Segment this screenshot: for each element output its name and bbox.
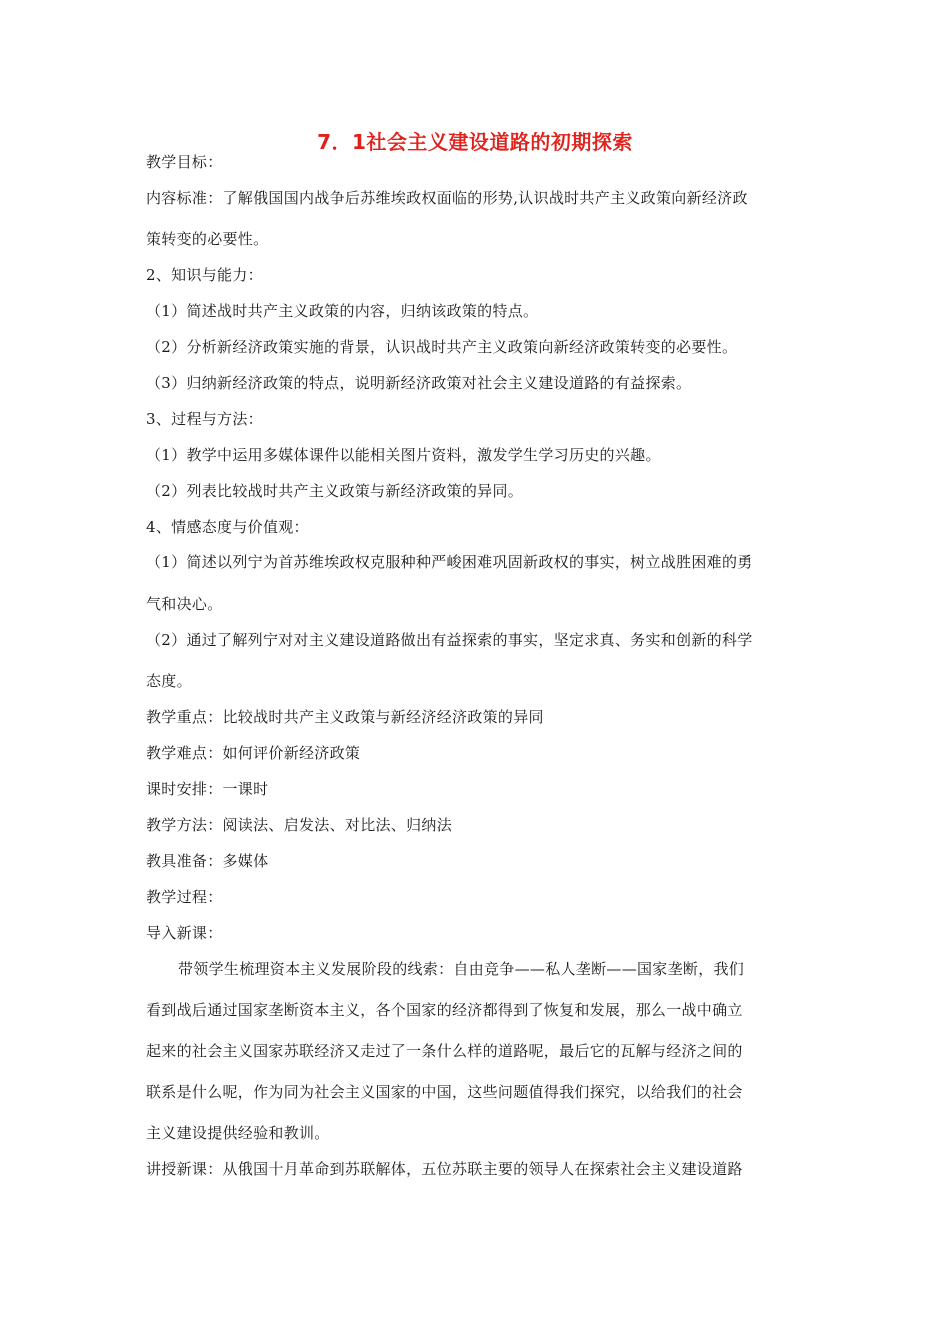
text-line: （2）分析新经济政策实施的背景，认识战时共产主义政策向新经济政策转变的必要性。 (146, 338, 738, 356)
text-line: 教学难点：如何评价新经济政策 (146, 744, 361, 762)
text-line: 带领学生梳理资本主义发展阶段的线索：自由竞争——私人垄断——国家垄断，我们 (178, 960, 745, 978)
text-line: 气和决心。 (146, 595, 223, 613)
document-title: 7．1社会主义建设道路的初期探索 (317, 130, 633, 154)
text-line: 联系是什么呢，作为同为社会主义国家的中国，这些问题值得我们探究，以给我们的社会 (146, 1083, 743, 1101)
text-line: 4、情感态度与价值观： (146, 518, 309, 536)
text-line: 主义建设提供经验和教训。 (146, 1124, 330, 1142)
text-line: （2）通过了解列宁对对主义建设道路做出有益探索的事实，坚定求真、务实和创新的科学 (146, 631, 753, 649)
text-line: 教学目标： (146, 153, 223, 171)
text-line: 教具准备：多媒体 (146, 852, 269, 870)
text-line: （1）教学中运用多媒体课件以能相关图片资料，激发学生学习历史的兴趣。 (146, 446, 661, 464)
text-line: 内容标准：了解俄国国内战争后苏维埃政权面临的形势,认识战时共产主义政策向新经济政 (146, 189, 748, 207)
text-line: （2）列表比较战时共产主义政策与新经济政策的异同。 (146, 482, 524, 500)
text-line: 讲授新课：从俄国十月革命到苏联解体，五位苏联主要的领导人在探索社会主义建设道路 (146, 1160, 743, 1178)
text-line: 教学方法：阅读法、启发法、对比法、归纳法 (146, 816, 453, 834)
text-line: 教学重点：比较战时共产主义政策与新经济经济政策的异同 (146, 708, 544, 726)
text-line: 导入新课： (146, 924, 223, 942)
text-line: （1）简述以列宁为首苏维埃政权克服种种严峻困难巩固新政权的事实，树立战胜困难的勇 (146, 553, 753, 571)
text-line: 课时安排：一课时 (146, 780, 269, 798)
text-line: 策转变的必要性。 (146, 230, 269, 248)
text-line: （3）归纳新经济政策的特点，说明新经济政策对社会主义建设道路的有益探索。 (146, 374, 692, 392)
text-line: 2、知识与能力： (146, 266, 263, 284)
text-line: 教学过程： (146, 888, 223, 906)
text-line: 起来的社会主义国家苏联经济又走过了一条什么样的道路呢，最后它的瓦解与经济之间的 (146, 1042, 743, 1060)
text-line: （1）简述战时共产主义政策的内容，归纳该政策的特点。 (146, 302, 539, 320)
text-line: 态度。 (146, 672, 192, 690)
text-line: 3、过程与方法： (146, 410, 263, 428)
text-line: 看到战后通过国家垄断资本主义，各个国家的经济都得到了恢复和发展，那么一战中确立 (146, 1001, 743, 1019)
